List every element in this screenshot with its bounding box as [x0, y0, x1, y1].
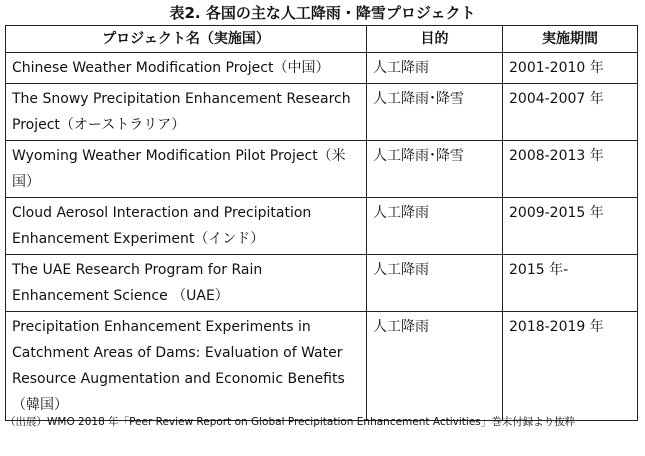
- purpose-cell: 人工降雨: [367, 255, 503, 312]
- table-header-row: [6, 26, 638, 53]
- period-cell: 2001-2010 年: [503, 53, 638, 84]
- purpose-cell: 人工降雨･降雪: [367, 141, 503, 198]
- projects-table: [5, 25, 638, 421]
- period-cell: 2009-2015 年: [503, 198, 638, 255]
- table-row: [6, 53, 638, 84]
- project-name-cell: Wyoming Weather Modification Pilot Project（米国）: [6, 141, 367, 198]
- header-purpose: 目的: [367, 26, 503, 53]
- project-name-cell: The Snowy Precipitation Enhancement Research Project（オーストラリア）: [6, 84, 367, 141]
- purpose-cell: 人工降雨: [367, 312, 503, 421]
- project-name-cell: Cloud Aerosol Interaction and Precipitation Enhancement Experiment（インド）: [6, 198, 367, 255]
- purpose-cell: 人工降雨･降雪: [367, 84, 503, 141]
- project-name-cell: Precipitation Enhancement Experiments in Catchment Areas of Dams: Evaluation of Water Resource Augmentation and Economic Benefits（韓国）: [6, 312, 367, 421]
- header-period: 実施期間: [503, 26, 638, 53]
- purpose-cell: 人工降雨: [367, 198, 503, 255]
- period-cell: 2008-2013 年: [503, 141, 638, 198]
- purpose-cell: 人工降雨: [367, 53, 503, 84]
- period-cell: 2004-2007 年: [503, 84, 638, 141]
- table-row: [6, 141, 638, 198]
- table-row: [6, 255, 638, 312]
- period-cell: 2015 年-: [503, 255, 638, 312]
- header-project-name: プロジェクト名（実施国）: [6, 26, 367, 53]
- project-name-cell: The UAE Research Program for Rain Enhancement Science （UAE）: [6, 255, 367, 312]
- table-row: [6, 312, 638, 421]
- period-cell: 2018-2019 年: [503, 312, 638, 421]
- table-title: 表2. 各国の主な人工降雨・降雪プロジェクト: [169, 4, 476, 22]
- table-row: [6, 198, 638, 255]
- source-note: （出展）WMO 2018 年「Peer Review Report on Global Precipitation Enhancement Activities」巻末付録より抜粋: [5, 416, 576, 428]
- table-row: [6, 84, 638, 141]
- project-name-cell: Chinese Weather Modification Project（中国）: [6, 53, 367, 84]
